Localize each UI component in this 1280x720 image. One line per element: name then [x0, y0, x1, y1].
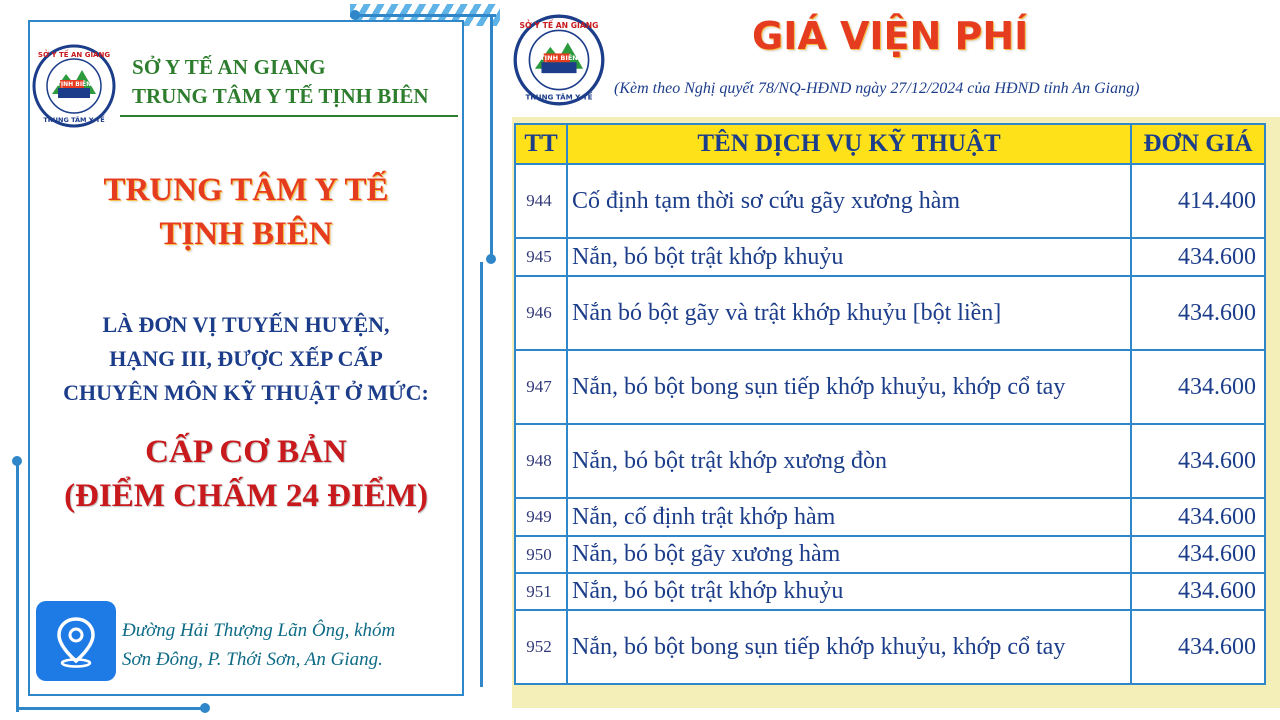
header-unit-price: ĐƠN GIÁ [1131, 124, 1265, 164]
table-row [515, 238, 1265, 276]
level-score: (ĐIỂM CHẤM 24 ĐIỂM) [64, 478, 428, 514]
table-row [515, 276, 1265, 350]
description-line3: CHUYÊN MÔN KỸ THUẬT Ở MỨC: [63, 380, 429, 405]
row-service-name: Cố định tạm thời sơ cứu gãy xương hàm [567, 164, 1131, 238]
description-line1: LÀ ĐƠN VỊ TUYẾN HUYỆN, [102, 312, 390, 337]
row-price: 434.600 [1131, 350, 1265, 424]
row-service-name: Nắn, bó bột bong sụn tiếp khớp khuỷu, khớp cổ tay [567, 610, 1131, 684]
svg-text:TỊNH BIÊN: TỊNH BIÊN [56, 81, 92, 88]
table-row [515, 164, 1265, 238]
svg-text:SỞ Y TẾ AN GIANG: SỞ Y TẾ AN GIANG [37, 51, 111, 59]
table-row [515, 536, 1265, 573]
table-header-row [515, 124, 1265, 164]
org-name-department: SỞ Y TẾ AN GIANG [132, 55, 326, 79]
svg-text:SỞ Y TẾ AN GIANG: SỞ Y TẾ AN GIANG [519, 21, 599, 31]
row-service-name: Nắn, bó bột trật khớp khuỷu [567, 238, 1131, 276]
row-tt: 951 [515, 573, 567, 610]
row-service-name: Nắn, cố định trật khớp hàm [567, 498, 1131, 536]
org-underline [120, 115, 458, 117]
row-tt: 950 [515, 536, 567, 573]
address [122, 616, 395, 674]
center-title-line1: TRUNG TÂM Y TẾ [103, 172, 389, 208]
frame-line-bottom [16, 707, 206, 710]
level-label: CẤP CƠ BẢN [145, 434, 347, 470]
price-table [514, 123, 1266, 685]
row-price: 434.600 [1131, 610, 1265, 684]
header-service-name: TÊN DỊCH VỤ KỸ THUẬT [567, 124, 1131, 164]
frame-line-right [490, 14, 493, 259]
address-line2: Sơn Đông, P. Thới Sơn, An Giang. [122, 649, 383, 670]
hospital-logo [32, 44, 116, 128]
row-price: 434.600 [1131, 276, 1265, 350]
row-service-name: Nắn, bó bột gãy xương hàm [567, 536, 1131, 573]
row-price: 434.600 [1131, 498, 1265, 536]
row-tt: 946 [515, 276, 567, 350]
row-price: 434.600 [1131, 424, 1265, 498]
frame-dot-left [12, 456, 22, 466]
row-tt: 944 [515, 164, 567, 238]
row-tt: 949 [515, 498, 567, 536]
price-title: GIÁ VIỆN PHÍ [752, 14, 1029, 58]
table-row [515, 424, 1265, 498]
table-row [515, 610, 1265, 684]
table-row [515, 350, 1265, 424]
frame-line-left [16, 462, 19, 712]
svg-text:TỊNH BIÊN: TỊNH BIÊN [540, 54, 578, 62]
location-pin-icon [36, 601, 116, 681]
row-service-name: Nắn, bó bột trật khớp xương đòn [567, 424, 1131, 498]
row-price: 434.600 [1131, 238, 1265, 276]
frame-dot-top [350, 10, 360, 20]
row-price: 434.600 [1131, 536, 1265, 573]
row-price: 434.600 [1131, 573, 1265, 610]
row-price: 414.400 [1131, 164, 1265, 238]
frame-line-top [350, 14, 496, 17]
address-line1: Đường Hải Thượng Lãn Ông, khóm [122, 620, 396, 641]
row-tt: 948 [515, 424, 567, 498]
resolution-subtitle: (Kèm theo Nghị quyết 78/NQ-HĐND ngày 27/12/2024 của HĐND tỉnh An Giang) [614, 80, 1140, 97]
row-tt: 945 [515, 238, 567, 276]
table-row [515, 498, 1265, 536]
description-line2: HẠNG III, ĐƯỢC XẾP CẤP [109, 346, 383, 371]
row-tt: 947 [515, 350, 567, 424]
frame-dot-bottom [200, 703, 210, 713]
row-tt: 952 [515, 610, 567, 684]
row-service-name: Nắn, bó bột bong sụn tiếp khớp khuỷu, khớp cổ tay [567, 350, 1131, 424]
row-service-name: Nắn, bó bột trật khớp khuỷu [567, 573, 1131, 610]
frame-dot-right [486, 254, 496, 264]
svg-text:TRUNG TÂM Y TẾ: TRUNG TÂM Y TẾ [43, 116, 105, 124]
header-tt: TT [515, 124, 567, 164]
row-service-name: Nắn bó bột gãy và trật khớp khuỷu [bột liền] [567, 276, 1131, 350]
center-title-line2: TỊNH BIÊN [159, 216, 333, 252]
svg-text:TRUNG TÂM Y TẾ: TRUNG TÂM Y TẾ [525, 92, 593, 102]
table-row [515, 573, 1265, 610]
org-name-center: TRUNG TÂM Y TẾ TỊNH BIÊN [132, 84, 429, 108]
frame-line-right-lower [480, 262, 483, 687]
hospital-logo-small [513, 14, 605, 106]
